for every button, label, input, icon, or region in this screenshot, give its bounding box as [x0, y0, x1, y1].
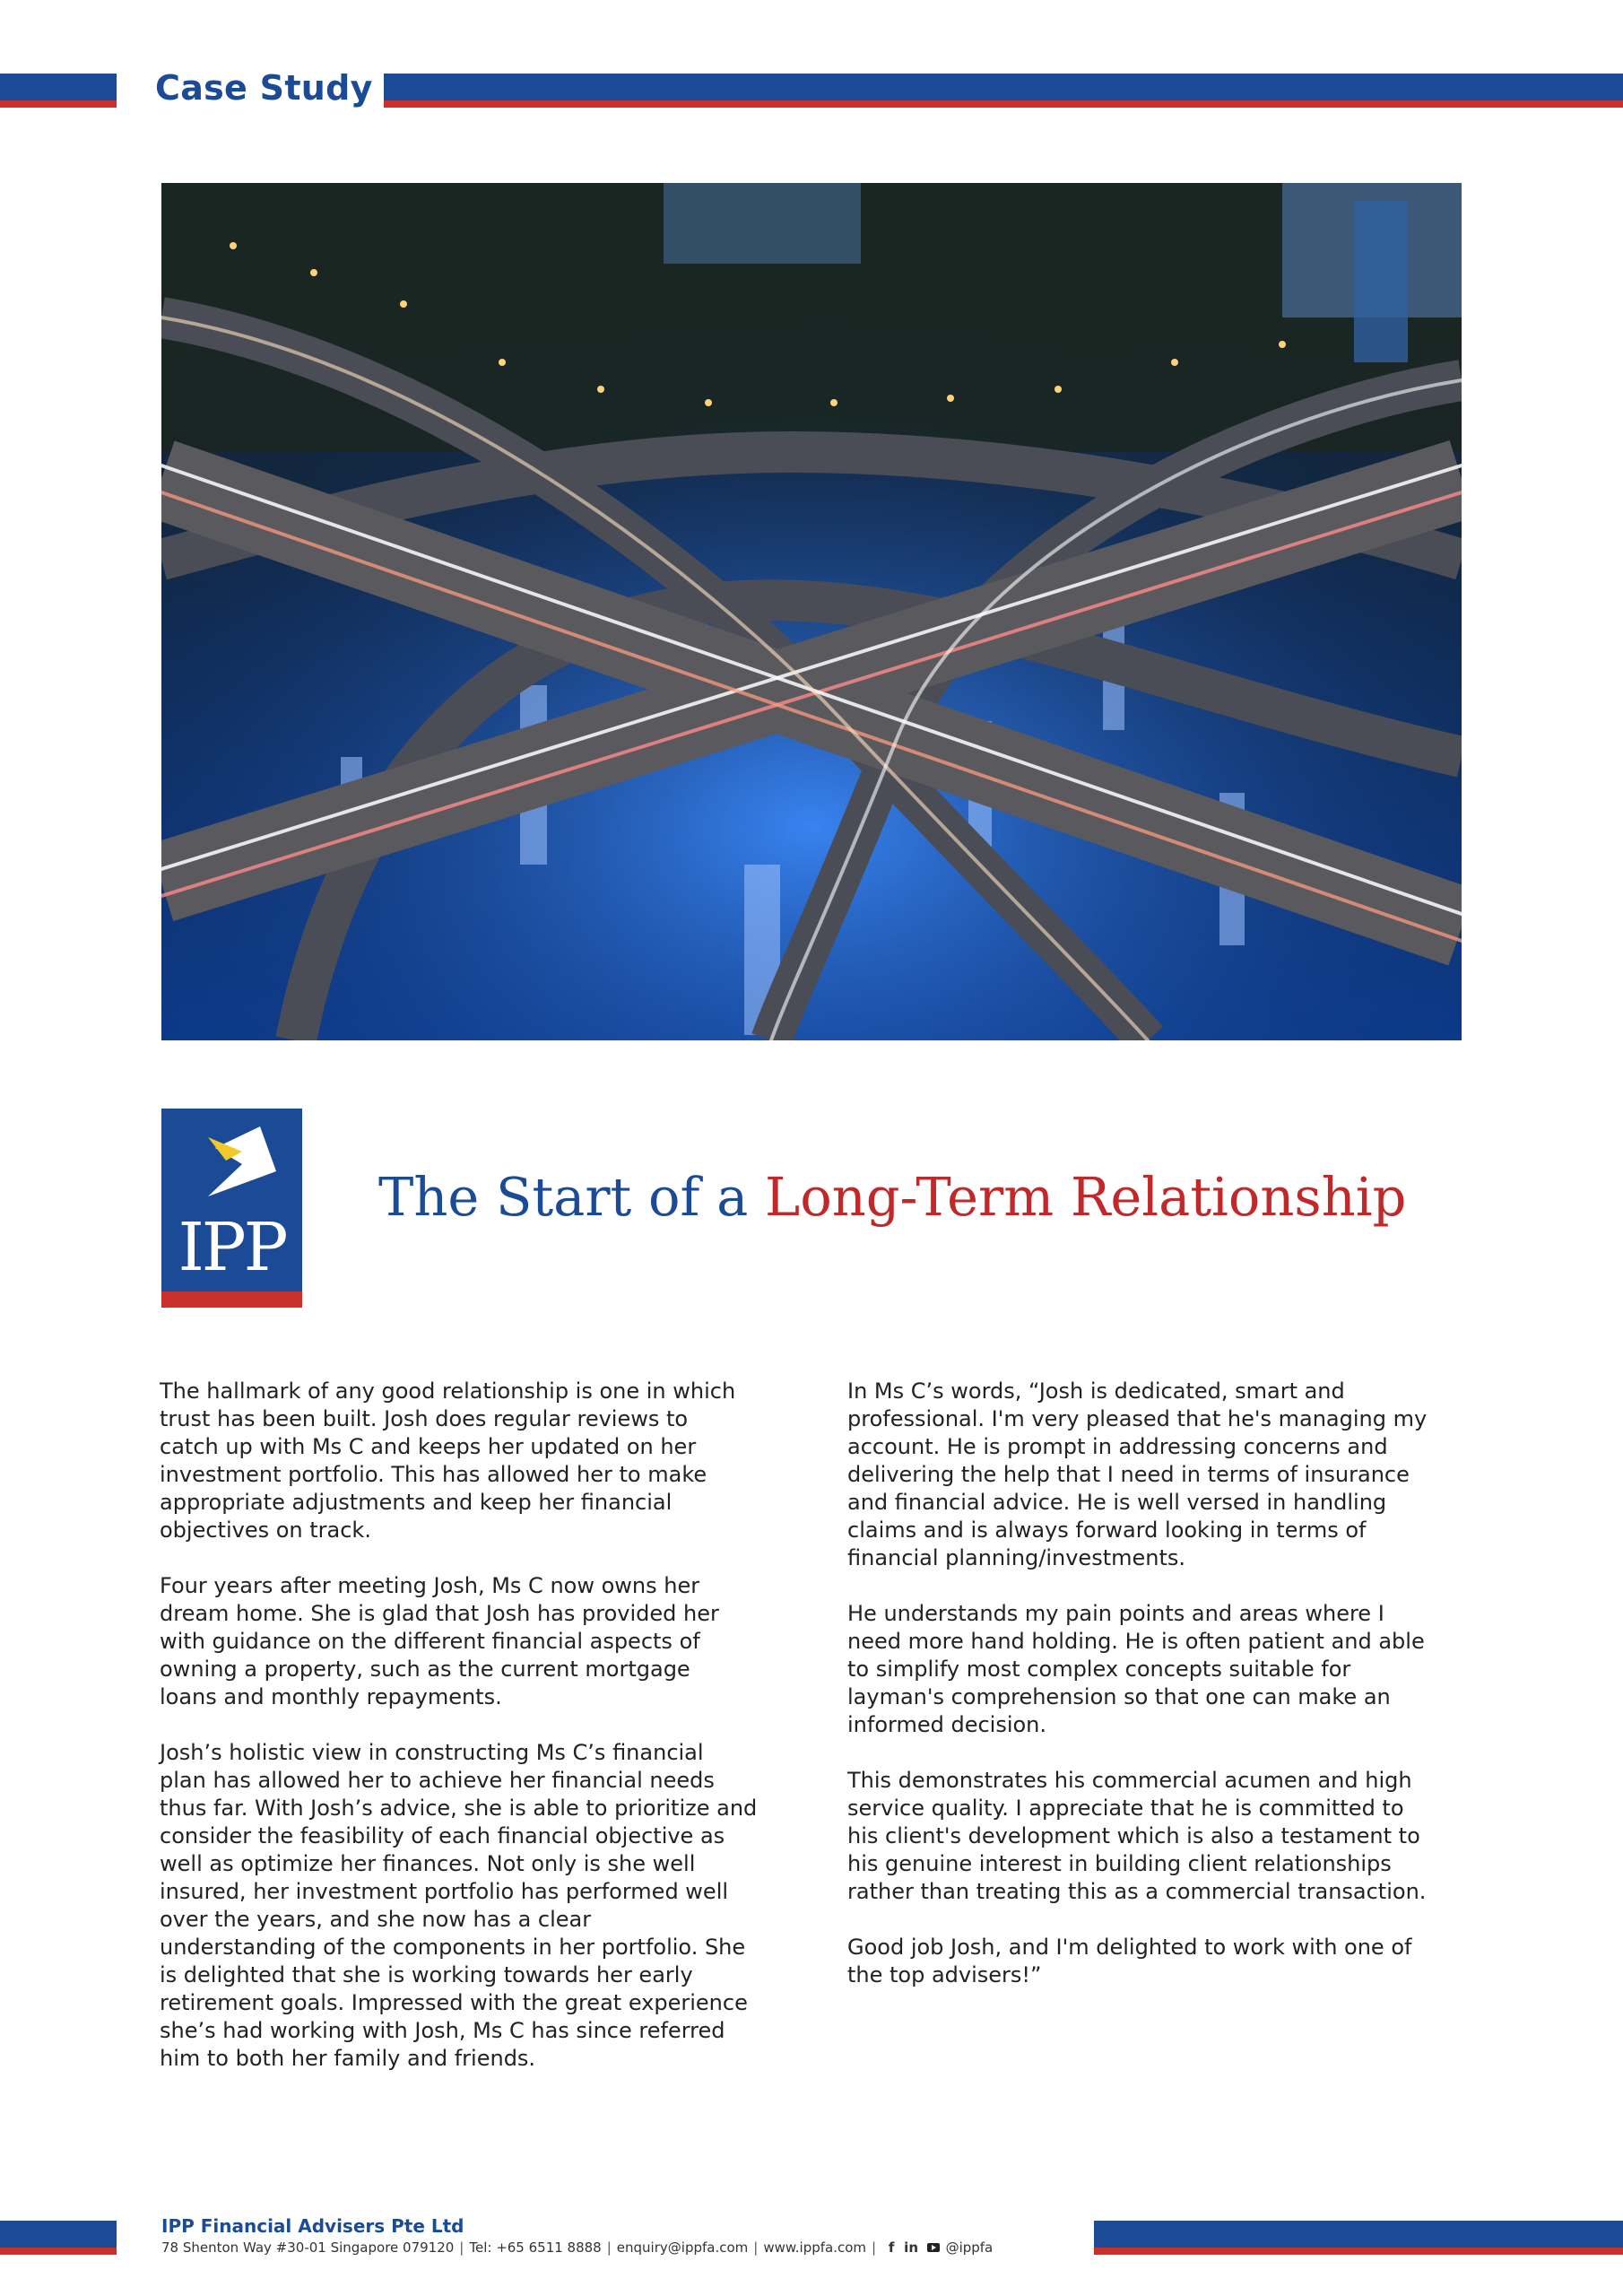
facebook-icon[interactable]: f — [888, 2239, 895, 2256]
footer-company-name: IPP Financial Advisers Pte Ltd — [161, 2215, 464, 2237]
left-paragraph-1: The hallmark of any good relationship is one in which trust has been built. Josh does regular reviews to catch up with Ms C and keeps her updated on her investment portfolio. This has allowed her to make appropriate adjustments and keep her financial objectives on track. — [160, 1378, 736, 1543]
linkedin-icon[interactable]: in — [904, 2239, 918, 2256]
hero-image — [161, 183, 1462, 1040]
headline-part-2: Long-Term Relationship — [765, 1166, 1407, 1228]
youtube-icon[interactable] — [927, 2243, 940, 2252]
section-title: Case Study — [155, 68, 373, 108]
header-bar-left — [0, 74, 117, 108]
headline-part-1: The Start of a — [378, 1166, 766, 1228]
footer-website[interactable]: www.ippfa.com — [763, 2239, 867, 2256]
right-paragraph-1: In Ms C’s words, “Josh is dedicated, smart and professional. I'm very pleased that he's managing my account. He is prompt in addressing concerns and delivering the help that I need in terms of insurance and financial advice. He is well versed in handling claims and is always forward looking in terms of financial planning/investments. — [847, 1378, 1428, 1570]
right-paragraph-2: He understands my pain points and areas where I need more hand holding. He is often patient and able to simplify most complex concepts suitable for layman's comprehension so that one can make an informed decision. — [847, 1601, 1425, 1737]
left-column — [160, 1378, 805, 2100]
left-paragraph-2: Four years after meeting Josh, Ms C now owns her dream home. She is glad that Josh has provided her with guidance on the different financial aspects of owning a property, such as the current mortgage loans and monthly repayments. — [160, 1573, 719, 1709]
right-paragraph-4: Good job Josh, and I'm delighted to work with one of the top advisers!” — [847, 1935, 1412, 1987]
highway-interchange-photo — [161, 183, 1462, 1040]
logo-red-band — [161, 1292, 302, 1308]
footer-email[interactable]: enquiry@ippfa.com — [616, 2239, 749, 2256]
footer-bar-left — [0, 2221, 117, 2255]
footer-address: 78 Shenton Way #30-01 Singapore 079120 — [161, 2239, 455, 2256]
left-paragraph-3: Josh’s holistic view in constructing Ms C’s financial plan has allowed her to achieve her financial needs thus far. With Josh’s advice, she is able to prioritize and consider the feasibility of each financial objective as well as optimize her finances. Not only is she well insured, her investment portfolio has performed well over the years, and she now has a clear understanding of the components in her portfolio. She is delighted that she is working towards her early retirement goals. Impressed with the great experience she’s had working with Josh, Ms C has since referred him to both her family and friends. — [160, 1740, 758, 2071]
footer-tel: Tel: +65 6511 8888 — [469, 2239, 602, 2256]
ipp-logo — [161, 1109, 302, 1308]
header-bar-right — [384, 74, 1623, 108]
right-column — [847, 1378, 1475, 2017]
footer-social-handle[interactable]: @ippfa — [945, 2239, 994, 2256]
right-paragraph-3: This demonstrates his commercial acumen and high service quality. I appreciate that he is committed to his client's development which is also a testament to his genuine interest in building client relationships rather than treating this as a commercial transaction. — [847, 1768, 1427, 1904]
page-headline — [378, 1166, 1406, 1228]
logo-text: IPP — [178, 1209, 286, 1286]
footer-contact-line: 78 Shenton Way #30-01 Singapore 079120 | Tel: +65 6511 8888 | enquiry@ippfa.com | www.ippfa.com | f in @ippfa — [161, 2239, 994, 2256]
footer-bar-right — [1094, 2221, 1623, 2255]
